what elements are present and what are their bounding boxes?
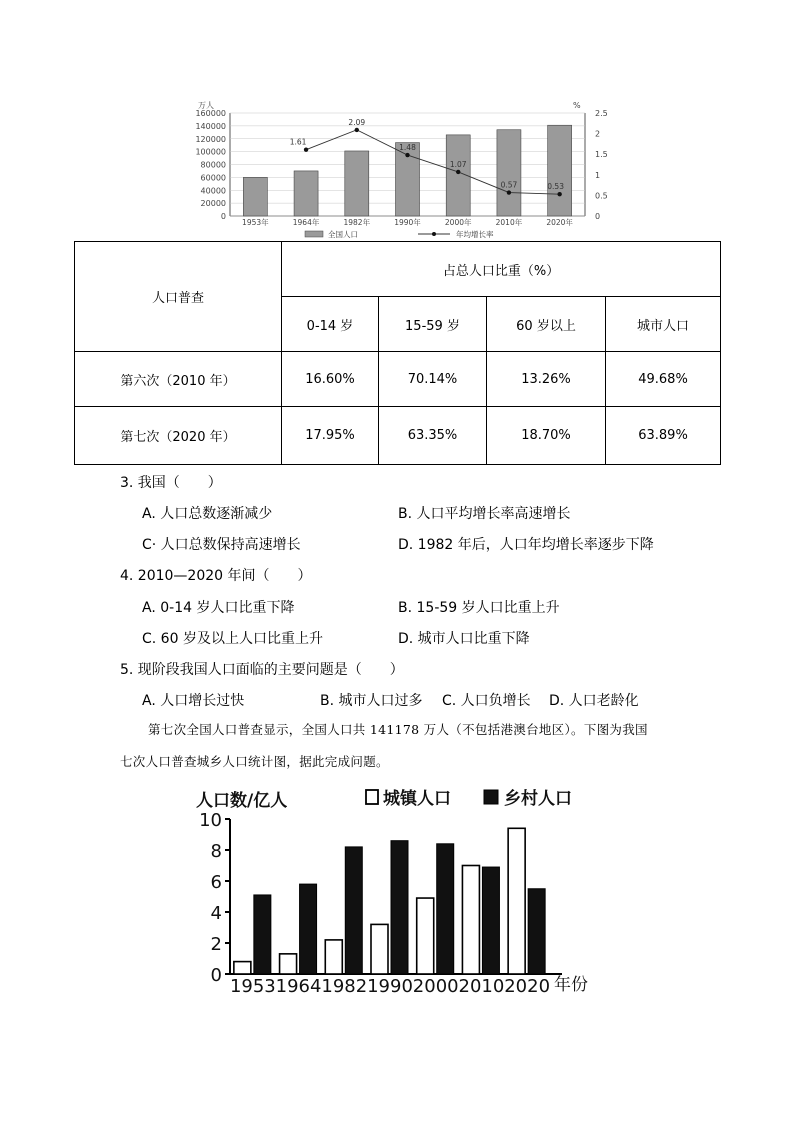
growth-rate-point bbox=[405, 153, 409, 157]
question-4-option-d[interactable]: D. 城市人口比重下降 bbox=[398, 631, 530, 647]
y-tick-label: 0 bbox=[220, 212, 226, 221]
question-5-option-a[interactable]: A. 人口增长过快 bbox=[142, 693, 245, 709]
x-tick-label: 1953 bbox=[229, 976, 276, 997]
question-3-option-a[interactable]: A. 人口总数逐渐减少 bbox=[142, 506, 273, 522]
x-tick-label: 2020年 bbox=[546, 218, 573, 227]
legend-label: 城镇人口 bbox=[383, 789, 451, 809]
legend-swatch-urban bbox=[366, 790, 378, 804]
legend-label: 乡村人口 bbox=[504, 789, 572, 809]
rural-bar bbox=[482, 867, 499, 974]
question-5-option-b[interactable]: B. 城市人口过多 bbox=[320, 693, 423, 709]
table-cell: 70.14% bbox=[379, 352, 487, 407]
column-header: 15-59 岁 bbox=[379, 297, 487, 352]
question-5-option-c[interactable]: C. 人口负增长 bbox=[442, 693, 531, 709]
x-tick-label: 1990年 bbox=[394, 218, 421, 227]
question-5-stem: 5. 现阶段我国人口面临的主要问题是（ ） bbox=[120, 662, 404, 678]
urban-bar bbox=[280, 954, 297, 974]
table-cell: 18.70% bbox=[487, 407, 606, 465]
urban-bar bbox=[234, 962, 251, 974]
y-tick-label: 60000 bbox=[200, 173, 226, 183]
x-tick-label: 2000年 bbox=[444, 218, 472, 227]
y-tick-label: 160000 bbox=[195, 109, 226, 118]
y2-tick-label: 0.5 bbox=[595, 191, 608, 201]
x-tick-label: 2000 bbox=[412, 976, 459, 997]
y-tick-label: 4 bbox=[210, 903, 222, 924]
table-cell: 49.68% bbox=[606, 352, 721, 407]
urban-bar bbox=[462, 866, 479, 975]
y2-tick-label: 0 bbox=[595, 212, 601, 221]
question-3-option-c[interactable]: C· 人口总数保持高速增长 bbox=[142, 537, 301, 553]
growth-rate-point bbox=[507, 190, 511, 194]
urban-bar bbox=[325, 940, 342, 974]
bar bbox=[548, 125, 572, 216]
x-tick-label: 1964年 bbox=[292, 218, 320, 227]
legend-label: 年均增长率 bbox=[456, 230, 494, 239]
data-label: 2.09 bbox=[348, 117, 366, 127]
table-cell: 13.26% bbox=[487, 352, 606, 407]
bar bbox=[497, 130, 521, 216]
y-axis-unit: 万人 bbox=[198, 101, 214, 110]
table-cell: 17.95% bbox=[282, 407, 379, 465]
table-cell: 63.89% bbox=[606, 407, 721, 465]
legend-label: 全国人口 bbox=[328, 230, 358, 239]
y2-axis-unit: % bbox=[573, 101, 581, 110]
rural-bar bbox=[528, 889, 545, 974]
data-label: 0.57 bbox=[500, 180, 518, 190]
x-tick-label: 2010 bbox=[458, 976, 505, 997]
data-label: 1.07 bbox=[449, 159, 467, 169]
data-label: 0.53 bbox=[547, 182, 564, 192]
question-3-option-d[interactable]: D. 1982 年后，人口年均增长率逐步下降 bbox=[398, 537, 654, 553]
urban-bar bbox=[417, 898, 434, 974]
row-label: 第七次（2020 年） bbox=[75, 407, 282, 465]
population-growth-chart bbox=[180, 98, 608, 243]
table-cell: 16.60% bbox=[282, 352, 379, 407]
y-tick-label: 0 bbox=[210, 965, 222, 986]
y-axis-title: 人口数/亿人 bbox=[196, 791, 288, 811]
x-tick-label: 2010年 bbox=[495, 218, 523, 227]
x-tick-label: 1964 bbox=[275, 976, 322, 997]
passage-line-1: 第七次全国人口普查显示，全国人口共 141178 万人（不包括港澳台地区）。下图为我国 bbox=[148, 722, 648, 737]
y-tick-label: 6 bbox=[210, 872, 222, 893]
rural-bar bbox=[254, 895, 271, 974]
bar bbox=[243, 177, 267, 216]
urban-bar bbox=[371, 924, 388, 974]
y-tick-label: 120000 bbox=[195, 134, 226, 144]
passage-line-2: 七次人口普查城乡人口统计图，据此完成问题。 bbox=[120, 754, 389, 769]
data-label: 1.48 bbox=[399, 143, 416, 153]
y-tick-label: 40000 bbox=[200, 186, 226, 196]
y2-tick-label: 1 bbox=[595, 170, 601, 180]
question-4-option-a[interactable]: A. 0-14 岁人口比重下降 bbox=[142, 600, 295, 616]
column-header: 60 岁以上 bbox=[487, 297, 606, 352]
growth-rate-point bbox=[355, 128, 359, 132]
data-label: 1.61 bbox=[289, 137, 307, 147]
group-header-cell: 占总人口比重（%） bbox=[282, 242, 721, 297]
table-row bbox=[75, 352, 721, 407]
table-cell: 63.35% bbox=[379, 407, 487, 465]
column-header: 城市人口 bbox=[606, 297, 721, 352]
y2-tick-label: 2.5 bbox=[595, 109, 608, 118]
x-tick-label: 2020 bbox=[504, 976, 551, 997]
x-axis-title: 年份 bbox=[554, 975, 588, 995]
y-tick-label: 20000 bbox=[200, 199, 226, 209]
row-label: 第六次（2010 年） bbox=[75, 352, 282, 407]
urban-bar bbox=[508, 828, 525, 974]
table-row bbox=[75, 407, 721, 465]
legend-swatch-rural bbox=[484, 790, 498, 804]
y-tick-label: 2 bbox=[210, 934, 222, 955]
bar bbox=[294, 171, 318, 216]
growth-rate-point bbox=[304, 147, 308, 151]
x-tick-label: 1982 bbox=[321, 976, 368, 997]
urban-rural-population-chart bbox=[190, 782, 610, 997]
y2-tick-label: 1.5 bbox=[595, 150, 608, 160]
rural-bar bbox=[300, 884, 317, 974]
rural-bar bbox=[345, 847, 362, 974]
census-table bbox=[74, 241, 721, 465]
x-tick-label: 1990 bbox=[367, 976, 413, 997]
growth-rate-line bbox=[306, 130, 560, 194]
row-header-cell: 人口普查 bbox=[75, 242, 282, 352]
rural-bar bbox=[391, 841, 408, 974]
growth-rate-point bbox=[557, 192, 561, 196]
y-tick-label: 80000 bbox=[200, 160, 226, 170]
y2-tick-label: 2 bbox=[595, 129, 601, 139]
y-tick-label: 100000 bbox=[195, 147, 226, 157]
column-header: 0-14 岁 bbox=[282, 297, 379, 352]
legend-swatch-point bbox=[432, 232, 436, 236]
question-3-stem: 3. 我国（ ） bbox=[120, 475, 222, 491]
x-tick-label: 1953年 bbox=[242, 218, 269, 227]
y-tick-label: 140000 bbox=[195, 121, 226, 131]
growth-rate-point bbox=[456, 170, 460, 174]
question-4-option-c[interactable]: C. 60 岁及以上人口比重上升 bbox=[142, 631, 323, 647]
question-4-stem: 4. 2010—2020 年间（ ） bbox=[120, 568, 312, 584]
x-tick-label: 1982年 bbox=[343, 218, 371, 227]
legend-swatch-bar bbox=[305, 231, 323, 237]
question-4-option-b[interactable]: B. 15-59 岁人口比重上升 bbox=[398, 600, 560, 616]
question-3-option-b[interactable]: B. 人口平均增长率高速增长 bbox=[398, 506, 571, 522]
bar bbox=[345, 151, 369, 216]
rural-bar bbox=[437, 844, 454, 974]
question-5-option-d[interactable]: D. 人口老龄化 bbox=[549, 693, 639, 709]
y-tick-label: 8 bbox=[210, 841, 222, 862]
y-tick-label: 10 bbox=[199, 810, 222, 831]
